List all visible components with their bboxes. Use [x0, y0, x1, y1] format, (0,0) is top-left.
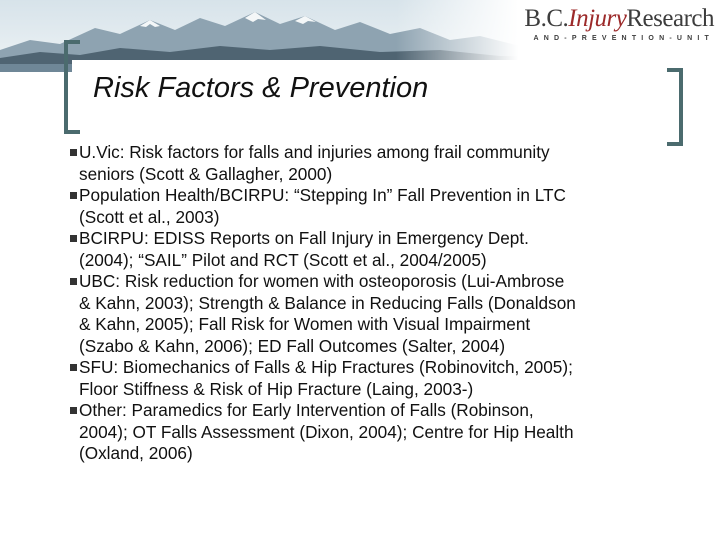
square-bullet-icon	[70, 407, 77, 414]
square-bullet-icon	[70, 278, 77, 285]
list-item-line: & Kahn, 2005); Fall Risk for Women with Visual Impairment	[79, 314, 531, 334]
logo-brand-prefix: B.C.	[524, 5, 569, 32]
list-item-line: Other: Paramedics for Early Intervention of Falls (Robinson,	[79, 400, 534, 420]
bullet-list	[58, 142, 698, 465]
list-item	[58, 228, 698, 271]
bc-injury-research-logo	[524, 6, 714, 42]
list-item-line: 2004); OT Falls Assessment (Dixon, 2004); Centre for Hip Health	[79, 421, 574, 442]
square-bullet-icon	[70, 235, 77, 242]
logo-tagline: AND-PREVENTION-UNIT	[533, 35, 714, 42]
logo-brand-suffix: Research	[626, 5, 714, 32]
slide-title: Risk Factors & Prevention	[93, 72, 429, 104]
square-bullet-icon	[70, 192, 77, 199]
right-bracket-decoration	[667, 68, 683, 146]
list-item	[58, 271, 698, 357]
list-item-line: (Szabo & Kahn, 2006); ED Fall Outcomes (Salter, 2004)	[79, 335, 506, 356]
list-item	[58, 142, 698, 185]
list-item-line: Floor Stiffness & Risk of Hip Fracture (Laing, 2003-)	[79, 378, 474, 399]
list-item-line: seniors (Scott & Gallagher, 2000)	[79, 163, 333, 184]
list-item	[58, 357, 698, 400]
square-bullet-icon	[70, 364, 77, 371]
list-item-line: UBC: Risk reduction for women with osteoporosis (Lui-Ambrose	[79, 271, 565, 291]
list-item-line: (2004); “SAIL” Pilot and RCT (Scott et al., 2004/2005)	[79, 249, 487, 270]
logo-wordmark	[524, 6, 714, 32]
list-item	[58, 400, 698, 465]
list-item-line: BCIRPU: EDISS Reports on Fall Injury in Emergency Dept.	[79, 228, 529, 248]
list-item-line: (Oxland, 2006)	[79, 443, 193, 463]
left-bracket-decoration	[64, 40, 80, 134]
list-item-line: & Kahn, 2003); Strength & Balance in Reducing Falls (Donaldson	[79, 292, 576, 313]
square-bullet-icon	[70, 149, 77, 156]
list-item-line: U.Vic: Risk factors for falls and injuries among frail community	[79, 142, 550, 162]
logo-brand-accent: Injury	[568, 5, 627, 32]
list-item-line: (Scott et al., 2003)	[79, 206, 220, 227]
list-item	[58, 185, 698, 228]
list-item-line: SFU: Biomechanics of Falls & Hip Fractures (Robinovitch, 2005);	[79, 357, 573, 377]
list-item-line: Population Health/BCIRPU: “Stepping In” Fall Prevention in LTC	[79, 185, 566, 205]
